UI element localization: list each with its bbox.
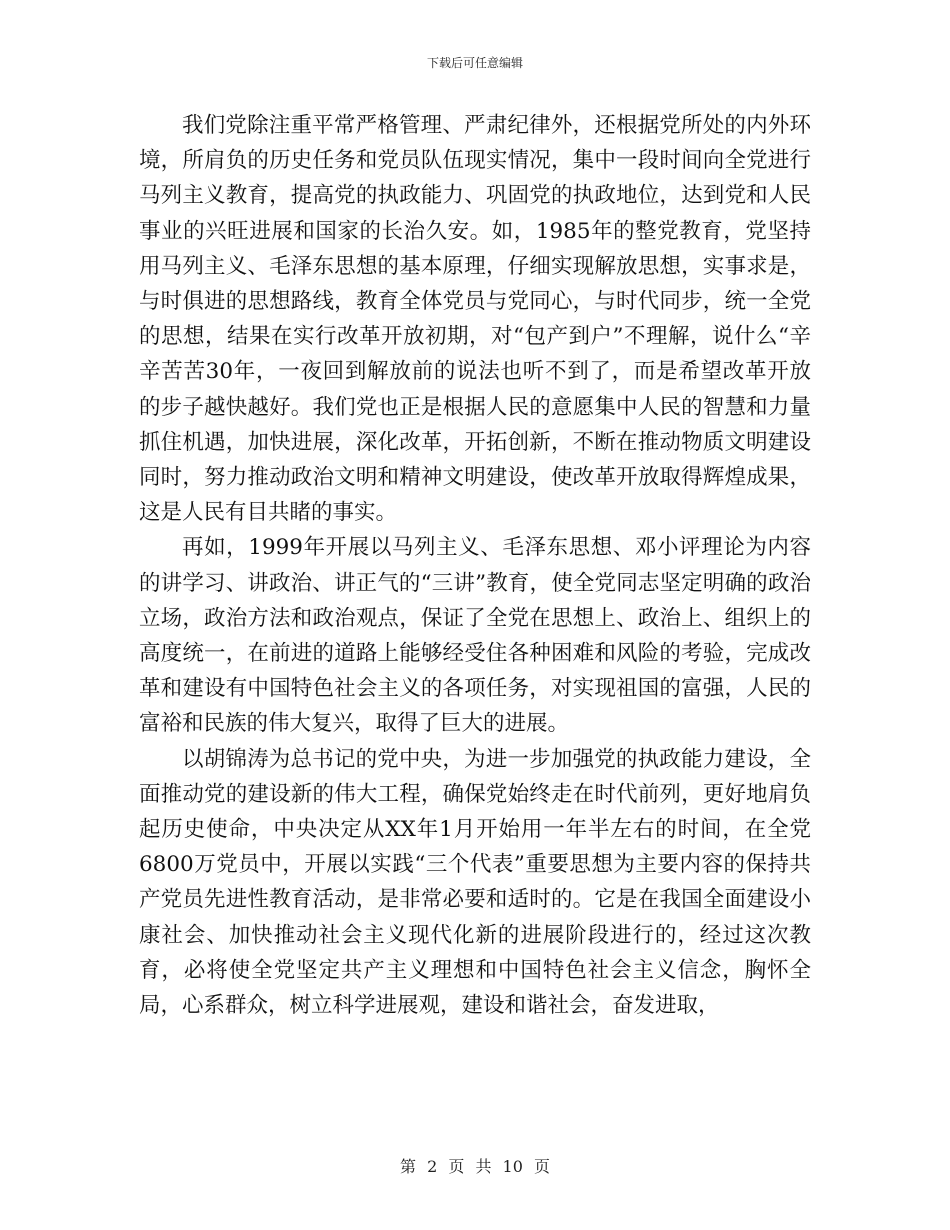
document-body [139, 108, 811, 1023]
body-paragraph: 我们党除注重平常严格管理、严肃纪律外，还根据党所处的内外环境，所肩负的历史任务和党员队伍现实情况，集中一段时间向全党进行马列主义教育，提高党的执政能力、巩固党的执政地位，达到党和人民事业的兴旺进展和国家的长治久安。如，1985年的整党教育，党坚持用马列主义、毛泽东思想的基本原理，仔细实现解放思想，实事求是，与时俱进的思想路线，教育全体党员与党同心，与时代同步，统一全党的思想，结果在实行改革开放初期，对“包产到户”不理解，说什么“辛辛苦苦30年，一夜回到解放前的说法也听不到了，而是希望改革开放的步子越快越好。我们党也正是根据人民的意愿集中人民的智慧和力量抓住机遇，加快进展，深化改革，开拓创新，不断在推动物质文明建设同时，努力推动政治文明和精神文明建设，使改革开放取得辉煌成果，这是人民有目共睹的事实。 [139, 113, 811, 526]
page-header-note: 下载后可任意编辑 [426, 56, 523, 70]
body-paragraph: 再如，1999年开展以马列主义、毛泽东思想、邓小评理论为内容的讲学习、讲政治、讲正气的“三讲”教育，使全党同志坚定明确的政治立场，政治方法和政治观点，保证了全党在思想上、政治上、组织上的高度统一，在前进的道路上能够经受住各种困难和风险的考验，完成改革和建设有中国特色社会主义的各项任务，对实现祖国的富强，人民的富裕和民族的伟大复兴，取得了巨大的进展。 [139, 535, 811, 737]
body-paragraph: 以胡锦涛为总书记的党中央，为进一步加强党的执政能力建设，全面推动党的建设新的伟大工程，确保党始终走在时代前列，更好地肩负起历史使命，中央决定从XX年1月开始用一年半左右的时间，在全党6800万党员中，开展以实践“三个代表”重要思想为主要内容的保持共产党员先进性教育活动，是非常必要和适时的。它是在我国全面建设小康社会、加快推动社会主义现代化新的进展阶段进行的，经过这次教育，必将使全党坚定共产主义理想和中国特色社会主义信念，胸怀全局，心系群众，树立科学进展观，建设和谐社会，奋发进取， [139, 746, 811, 1019]
page-number-footer: 第 2 页 共 10 页 [400, 1157, 550, 1176]
